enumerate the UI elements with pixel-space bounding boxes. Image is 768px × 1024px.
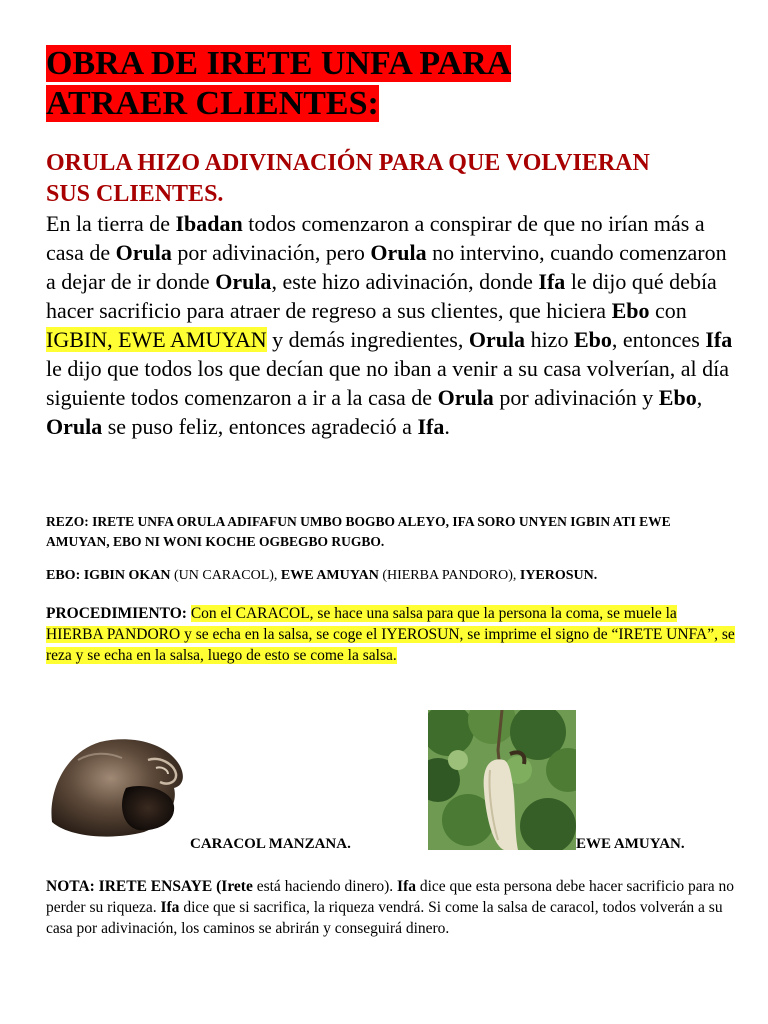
ebo-text-run: (UN CARACOL), <box>170 568 281 583</box>
story-bold-run: Ifa <box>417 414 445 439</box>
story-text-run: con <box>649 298 687 323</box>
story-paragraph <box>46 209 736 441</box>
story-bold-run: Orula <box>370 240 427 265</box>
ebo-paragraph <box>46 566 736 586</box>
story-bold-run: Ibadan <box>175 211 243 236</box>
story-highlight-run: IGBIN, EWE AMUYAN <box>46 327 267 352</box>
story-text-run: , <box>696 385 703 410</box>
story-text-run: . <box>444 414 450 439</box>
procedimiento-paragraph <box>46 603 736 666</box>
story-text-run: le dijo qué debía hacer sacrificio para atraer de regreso a sus clientes, que hiciera <box>46 269 717 323</box>
ebo-text-run: (HIERBA PANDORO), <box>378 568 520 583</box>
story-bold-run: Ebo <box>611 298 650 323</box>
title-line-1: OBRA DE IRETE UNFA PARA <box>46 45 512 82</box>
caption-caracol: CARACOL MANZANA. <box>190 836 351 852</box>
rezo-paragraph: REZO: IRETE UNFA ORULA ADIFAFUN UMBO BOGBO ALEYO, IFA SORO UNYEN IGBIN ATI EWE AMUYAN, EBO NI WONI KOCHE OGBEGBO RUGBO. <box>46 514 671 549</box>
ebo-bold-run: EWE AMUYAN <box>280 568 379 583</box>
nota-bold-run: Ifa <box>397 878 416 895</box>
nota-bold-run: NOTA: IRETE ENSAYE ( <box>46 878 222 895</box>
title-line-2: ATRAER CLIENTES: <box>46 85 379 122</box>
story-bold-run: Orula <box>215 269 272 294</box>
story-text-run: todos comenzaron a conspirar de que no irían más a casa de <box>46 211 705 265</box>
procedimiento-label: PROCEDIMIENTO: <box>46 605 187 622</box>
story-text-run: no intervino, cuando comenzaron a dejar de ir donde <box>46 240 727 294</box>
story-text-run: por adivinación, pero <box>171 240 371 265</box>
ebo-bold-run: IYEROSUN. <box>519 568 598 583</box>
story-bold-run: Ebo <box>573 327 612 352</box>
story-text-run: se puso feliz, entonces agradeció a <box>102 414 418 439</box>
caption-ewe-amuyan: EWE AMUYAN. <box>576 836 685 852</box>
story-bold-run: Orula <box>468 327 526 352</box>
story-text-run: , este hizo adivinación, donde <box>271 269 539 294</box>
nota-text-run: dice que si sacrifica, la riqueza vendrá. Si come la salsa de caracol, todos volverán a su casa por adivinación, los caminos se abrirán y conseguirá dinero. <box>46 899 723 937</box>
ebo-bold-run: EBO: IGBIN OKAN <box>46 568 171 583</box>
story-bold-run: Ebo <box>658 385 697 410</box>
subtitle: ORULA HIZO ADIVINACIÓN PARA QUE VOLVIERAN SUS CLIENTES. <box>46 150 650 207</box>
procedimiento-text: Con el CARACOL, se hace una salsa para que la persona la coma, se muele la HIERBA PANDORO y se echa en la salsa, se coge el IYEROSUN, se imprime el signo de “IRETE UNFA”, se reza y se echa en la salsa, luego de esto se come la salsa. <box>46 605 735 664</box>
story-bold-run: Ifa <box>705 327 733 352</box>
story-text-run: En la tierra de <box>46 211 176 236</box>
nota-text-run: dice que esta persona debe hacer sacrificio para no perder su riqueza. <box>46 878 734 916</box>
story-text-run: , entonces <box>611 327 706 352</box>
ewe-amuyan-image <box>428 710 576 850</box>
story-bold-run: Orula <box>115 240 172 265</box>
nota-bold-run: Ifa <box>160 899 180 916</box>
story-text-run: le dijo que todos los que decían que no iban a venir a su casa volverían, al día siguiente todos comenzaron a ir a la casa de <box>46 356 730 410</box>
story-bold-run: Ifa <box>538 269 566 294</box>
story-text-run: por adivinación y <box>493 385 659 410</box>
snail-image <box>48 730 188 840</box>
page-title <box>46 44 511 124</box>
story-text-run: y demás ingredientes, <box>266 327 469 352</box>
story-bold-run: Orula <box>46 414 103 439</box>
nota-text-run: está haciendo dinero). <box>252 878 398 895</box>
nota-bold-run: Irete <box>221 878 253 895</box>
nota-paragraph <box>46 876 736 939</box>
story-bold-run: Orula <box>437 385 494 410</box>
story-text-run: hizo <box>525 327 574 352</box>
